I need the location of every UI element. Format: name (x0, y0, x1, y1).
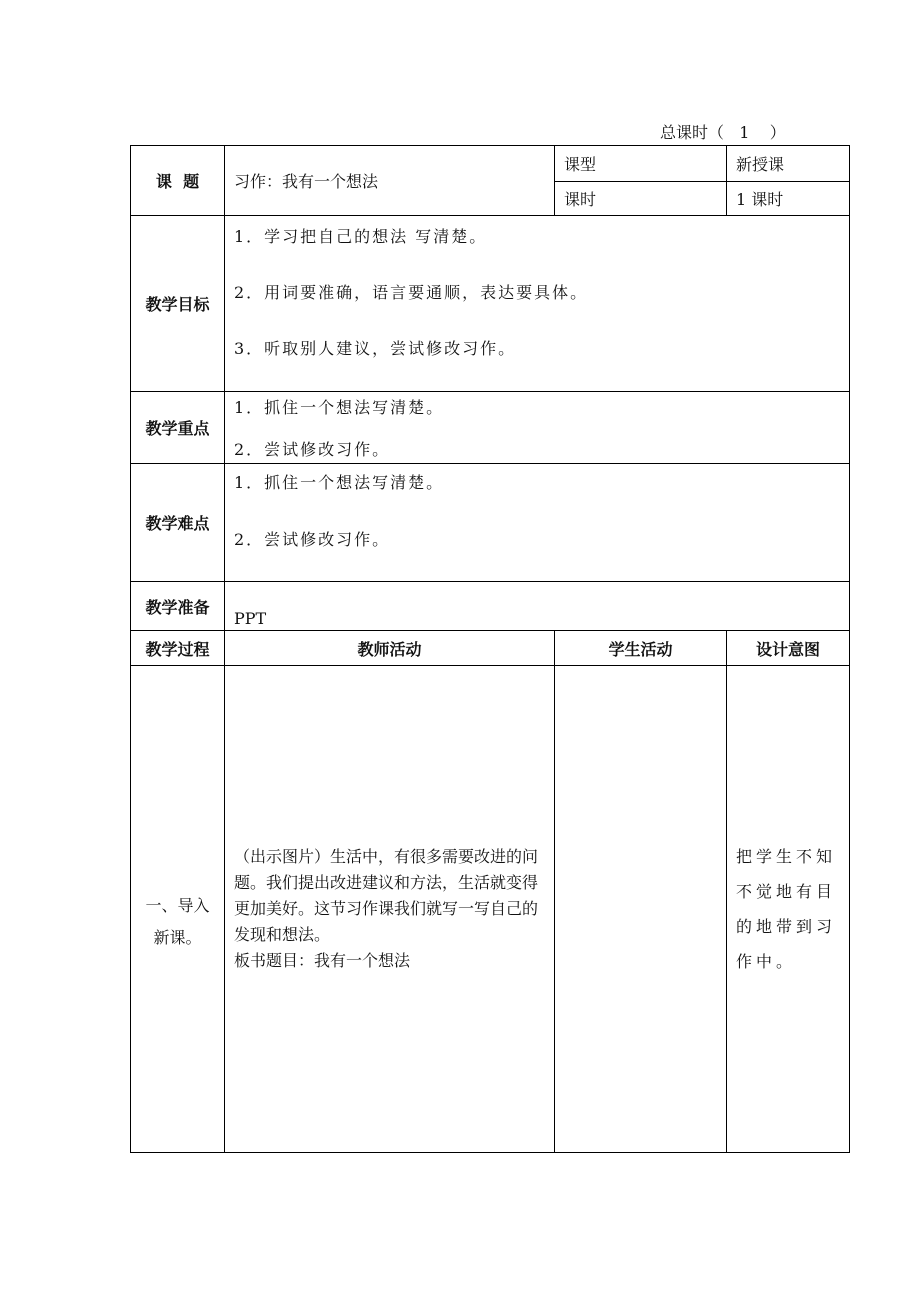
key-point-item: 2．尝试修改习作。 (234, 440, 391, 459)
student-activity-cell (555, 666, 727, 1153)
lesson-type-value: 新授课 (727, 146, 850, 182)
difficulties-label: 教学难点 (131, 464, 225, 582)
goals-content (225, 216, 850, 392)
step-line: 一、导入 (145, 896, 210, 915)
goal-item: 3．听取别人建议，尝试修改习作。 (234, 339, 517, 358)
step-line: 新课。 (153, 928, 202, 947)
teacher-activity-cell (225, 666, 555, 1153)
topic-value: 习作：我有一个想法 (225, 146, 555, 216)
lesson-hours-value: 1 课时 (727, 182, 850, 216)
goal-item: 1．学习把自己的想法 写清楚。 (234, 227, 488, 246)
lesson-plan-table (130, 145, 850, 1153)
preparation-label: 教学准备 (131, 582, 225, 631)
key-point-item: 1．抓住一个想法写清楚。 (234, 398, 445, 417)
lesson-hours-label: 课时 (555, 182, 727, 216)
difficulty-item: 2．尝试修改习作。 (234, 530, 391, 549)
design-intent-cell (727, 666, 850, 1153)
key-points-label: 教学重点 (131, 392, 225, 464)
process-label: 教学过程 (131, 631, 225, 666)
design-intent-text: 把学生不知不觉地有目的地带到习作中。 (736, 847, 837, 971)
teacher-activity-text: （出示图片）生活中，有很多需要改进的问题。我们提出改进建议和方法，生活就变得更加美好。这节习作课我们就写一写自己的发现和想法。 (234, 847, 539, 944)
topic-label: 课 题 (131, 146, 225, 216)
lesson-type-label: 课型 (555, 146, 727, 182)
student-activity-header: 学生活动 (555, 631, 727, 666)
key-points-content (225, 392, 850, 464)
step-intro (131, 666, 225, 1153)
difficulties-content (225, 464, 850, 582)
total-hours: 总课时（ 1 ） (660, 123, 786, 142)
teacher-activity-header: 教师活动 (225, 631, 555, 666)
preparation-value: PPT (225, 582, 850, 631)
goals-label: 教学目标 (131, 216, 225, 392)
design-intent-header: 设计意图 (727, 631, 850, 666)
goal-item: 2．用词要准确，语言要通顺，表达要具体。 (234, 283, 589, 302)
board-title: 板书题目：我有一个想法 (234, 951, 411, 970)
difficulty-item: 1．抓住一个想法写清楚。 (234, 473, 445, 492)
